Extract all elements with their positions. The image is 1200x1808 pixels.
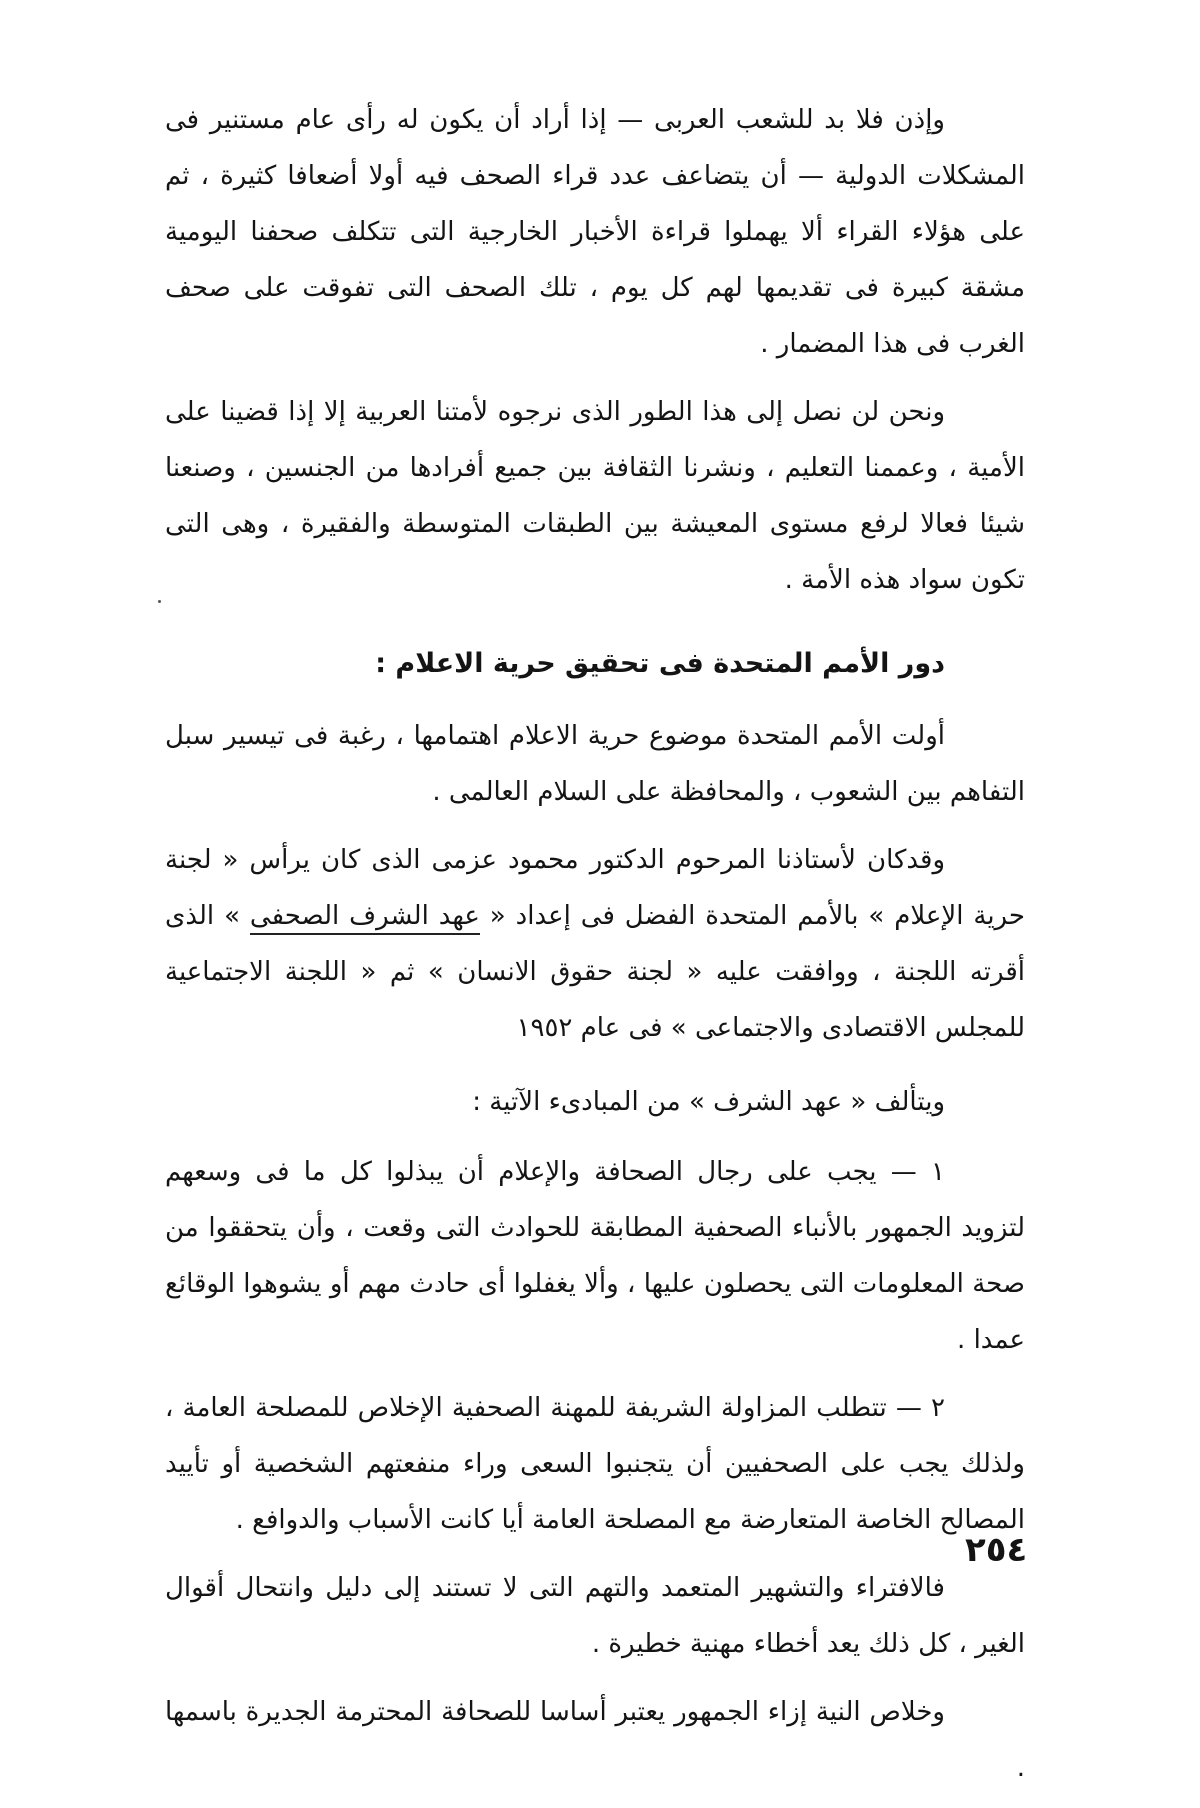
principle-one: ١ — يجب على رجال الصحافة والإعلام أن يبذلوا كل ما فى وسعهم لتزويد الجمهور بالأنباء الصحفية المطابقة للحوادث التى وقعت ، وأن يتحققوا من صحة المعلومات التى يحصلون عليها ، وألا يغفلوا أى حادث مهم أو يشوهوا الوقائع عمدا . <box>165 1157 1025 1355</box>
paragraph-public-opinion: وإذن فلا بد للشعب العربى — إذا أراد أن يكون له رأى عام مستنير فى المشكلات الدولية — أن يتضاعف عدد قراء الصحف فيه أولا أضعافا كثيرة ، ثم على هؤلاء القراء ألا يهملوا قراءة الأخبار الخارجية التى تتكلف صحفنا اليومية مشقة كبيرة فى تقديمها لهم كل يوم ، تلك الصحف التى تفوقت على صحف الغرب فى هذا المضمار . <box>165 105 1025 359</box>
paragraph-un-interest-text: أولت الأمم المتحدة موضوع حرية الاعلام اهتمامها ، رغبة فى تيسير سبل التفاهم بين الشعوب ، والمحافظة على السلام العالمى . <box>165 721 1025 807</box>
page-number: ٢٥٤ <box>965 1530 1028 1570</box>
paragraph-un-interest <box>165 708 1025 820</box>
paragraph-professional-errors: فالافتراء والتشهير المتعمد والتهم التى لا تستند إلى دليل وانتحال أقوال الغير ، كل ذلك يعد أخطاء مهنية خطيرة . <box>165 1573 1025 1659</box>
honor-code-text-after: » الذى أقرته اللجنة ، ووافقت عليه « لجنة حقوق الانسان » ثم « اللجنة الاجتماعية للمجلس الاقتصادى والاجتماعى » فى عام ١٩٥٢ <box>165 901 1025 1043</box>
honor-code-text-before: وقدكان لأستاذنا المرحوم الدكتور محمود عزمى الذى كان يرأس « لجنة حرية الإعلام » بالأمم المتحدة الفضل فى إعداد « <box>165 845 1025 931</box>
paragraph-honor-code-history <box>165 832 1025 1056</box>
paragraph-good-faith: وخلاص النية إزاء الجمهور يعتبر أساسا للصحافة المحترمة الجديرة باسمها . <box>165 1697 1025 1783</box>
scan-speck <box>158 600 161 603</box>
honor-code-title-underlined: عهد الشرف الصحفى <box>250 901 480 935</box>
section-heading: دور الأمم المتحدة فى تحقيق حرية الاعلام : <box>375 648 945 679</box>
body-text-top <box>165 92 1028 1808</box>
paragraph-principles-intro: ويتألف « عهد الشرف » من المبادىء الآتية : <box>472 1087 945 1117</box>
paragraph-education: ونحن لن نصل إلى هذا الطور الذى نرجوه لأمتنا العربية إلا إذا قضينا على الأمية ، وعممنا التعليم ، ونشرنا الثقافة بين جميع أفرادها من الجنسين ، وصنعنا شيئا فعالا لرفع مستوى المعيشة بين الطبقات المتوسطة والفقيرة ، وهى التى تكون سواد هذه الأمة . <box>165 397 1025 595</box>
principle-two: ٢ — تتطلب المزاولة الشريفة للمهنة الصحفية الإخلاص للمصلحة العامة ، ولذلك يجب على الصحفيين أن يتجنبوا السعى وراء منفعتهم الشخصية أو تأييد المصالح الخاصة المتعارضة مع المصلحة العامة أيا كانت الأسباب والدوافع . <box>165 1393 1025 1535</box>
